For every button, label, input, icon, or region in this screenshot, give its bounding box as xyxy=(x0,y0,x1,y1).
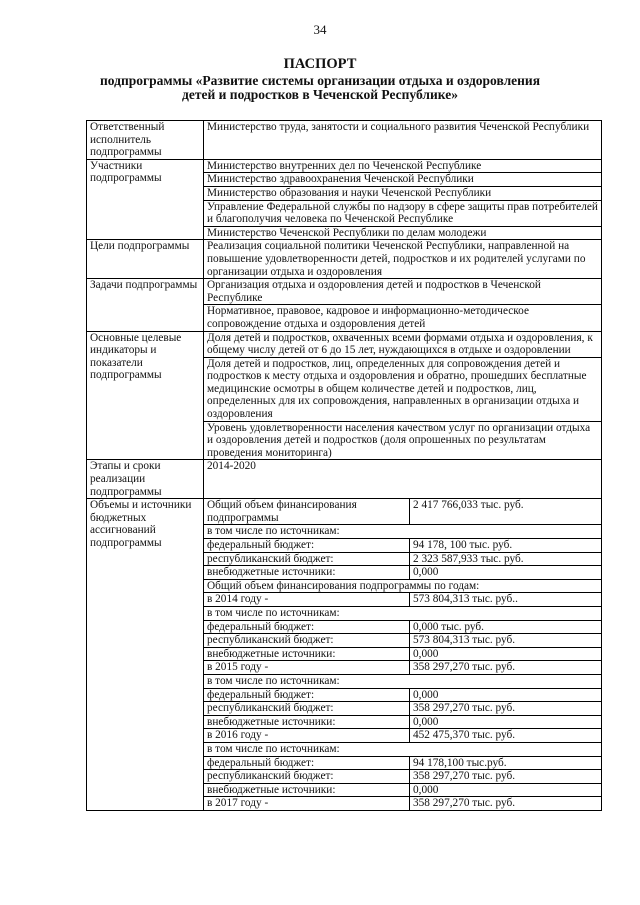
funding-item xyxy=(204,579,601,593)
funding-value: 573 804,313 тыс. руб. xyxy=(410,634,602,648)
funding-key: республиканский бюджет: xyxy=(204,552,410,566)
funding-subheading: Общий объем финансирования подпрограммы по годам: xyxy=(204,579,601,593)
passport-row xyxy=(87,460,602,499)
row-content xyxy=(204,240,602,279)
row-entry: Нормативное, правовое, кадровое и информационно-методическое сопровождение отдыха и оздоровления детей xyxy=(207,305,529,330)
funding-value: 94 178, 100 тыс. руб. xyxy=(410,539,602,553)
row-label: Ответственный исполнитель подпрограммы xyxy=(87,121,204,160)
funding-value: 2 323 587,933 тыс. руб. xyxy=(410,552,602,566)
funding-key: внебюджетные источники: xyxy=(204,647,410,661)
funding-value: 358 297,270 тыс. руб. xyxy=(410,702,602,716)
page-number: 34 xyxy=(313,22,327,37)
row-entry: Министерство внутренних дел по Чеченской Республике xyxy=(204,160,601,174)
row-entry: Уровень удовлетворенности населения качеством услуг по организации отдыха и оздоровления детей и подростков (доля опрошенных по результатам проведения мониторинга) xyxy=(207,421,591,459)
passport-row xyxy=(87,279,602,331)
document-title: ПАСПОРТ xyxy=(283,56,357,72)
funding-item xyxy=(204,770,601,784)
funding-value: 94 178,100 тыс.руб. xyxy=(410,756,602,770)
funding-item xyxy=(204,566,601,580)
funding-key: федеральный бюджет: xyxy=(204,756,410,770)
funding-value: 0,000 xyxy=(410,688,602,702)
passport-row xyxy=(87,240,602,279)
funding-value: 0,000 xyxy=(410,647,602,661)
funding-item xyxy=(204,661,601,675)
funding-table xyxy=(204,499,601,810)
row-entry: Министерство Чеченской Республики по делам молодежи xyxy=(207,226,487,239)
passport-row xyxy=(87,121,602,160)
funding-item xyxy=(204,715,601,729)
row-label: Цели подпрограммы xyxy=(87,240,204,279)
funding-value: 358 297,270 тыс. руб. xyxy=(413,797,516,810)
row-content xyxy=(204,121,602,160)
funding-value: 573 804,313 тыс. руб.. xyxy=(410,593,602,607)
subtitle-line: детей и подростков в Чеченской Республике» xyxy=(182,87,458,102)
funding-key: Общий объем финансирования подпрограммы xyxy=(204,499,410,525)
funding-item xyxy=(204,783,601,797)
funding-key: внебюджетные источники: xyxy=(204,566,410,580)
funding-key: в 2015 году - xyxy=(204,661,410,675)
funding-key: в 2016 году - xyxy=(204,729,410,743)
funding-item xyxy=(204,756,601,770)
funding-key: федеральный бюджет: xyxy=(204,620,410,634)
row-entry: Реализация социальной политики Чеченской Республики, направленной на повышение удовлетворенности детей, подростков и их родителей услугами по организации отдыха и оздоровления xyxy=(207,240,586,278)
funding-key: республиканский бюджет: xyxy=(204,634,410,648)
funding-item xyxy=(204,499,601,525)
funding-item xyxy=(204,620,601,634)
funding-item xyxy=(204,797,601,810)
funding-key: республиканский бюджет: xyxy=(204,770,410,784)
subtitle-line: подпрограммы «Развитие системы организации отдыха и оздоровления xyxy=(99,73,540,88)
funding-key: в 2017 году - xyxy=(204,797,410,810)
row-entry: Управление Федеральной службы по надзору в сфере защиты прав потребителей и благополучия человека по Чеченской Республике xyxy=(204,201,601,227)
funding-item xyxy=(204,593,601,607)
funding-value: 0,000 xyxy=(410,566,602,580)
passport-row xyxy=(87,331,602,460)
passport-table xyxy=(86,120,602,811)
passport-body xyxy=(87,121,602,811)
funding-value: 0,000 xyxy=(410,715,602,729)
document-subtitle xyxy=(40,74,600,102)
funding-label: Объемы и источники бюджетных ассигнований подпрограммы xyxy=(87,499,204,811)
funding-item xyxy=(204,742,601,756)
funding-item xyxy=(204,688,601,702)
funding-value: 2 417 766,033 тыс. руб. xyxy=(410,499,602,525)
funding-value: 0,000 xyxy=(410,783,602,797)
funding-key: внебюджетные источники: xyxy=(204,715,410,729)
row-content xyxy=(204,460,602,499)
row-entry: Министерство образования и науки Чеченской Республики xyxy=(204,187,601,201)
row-label: Основные целевые индикаторы и показатели подпрограммы xyxy=(87,331,204,460)
row-entry: 2014-2020 xyxy=(207,460,256,473)
row-entry: Организация отдыха и оздоровления детей и подростков в Чеченской Республике xyxy=(204,279,601,305)
row-content xyxy=(204,331,602,460)
row-entry: Доля детей и подростков, охваченных всеми формами отдыха и оздоровления, к общему числу детей от 6 до 15 лет, нуждающихся в отдыхе и оздоровлении xyxy=(204,332,601,358)
funding-item xyxy=(204,702,601,716)
funding-value: 452 475,370 тыс. руб. xyxy=(410,729,602,743)
funding-item xyxy=(204,647,601,661)
funding-item xyxy=(204,606,601,620)
funding-item xyxy=(204,552,601,566)
funding-row xyxy=(87,499,602,811)
funding-subheading: в том числе по источникам: xyxy=(204,674,601,688)
funding-subheading: в том числе по источникам: xyxy=(204,525,601,539)
row-entry: Министерство здравоохранения Чеченской Республики xyxy=(204,173,601,187)
funding-content xyxy=(204,499,602,811)
funding-item xyxy=(204,634,601,648)
funding-item xyxy=(204,525,601,539)
row-entry: Доля детей и подростков, лиц, определенных для сопровождения детей и подростков к месту отдыха и оздоровления и обратно, прошедших бесплатные медицинские осмотры в общем количестве детей и подростков, лиц, определенных для их сопровождения, направленных в организации отдыха и оздоровления xyxy=(204,358,601,422)
row-label: Участники подпрограммы xyxy=(87,159,204,240)
funding-key: федеральный бюджет: xyxy=(204,688,410,702)
funding-key: федеральный бюджет: xyxy=(204,539,410,553)
funding-value: 358 297,270 тыс. руб. xyxy=(410,770,602,784)
passport-row xyxy=(87,159,602,240)
funding-key: внебюджетные источники: xyxy=(204,783,410,797)
funding-item xyxy=(204,729,601,743)
row-label: Задачи подпрограммы xyxy=(87,279,204,331)
funding-subheading: в том числе по источникам: xyxy=(204,742,601,756)
funding-subheading: в том числе по источникам: xyxy=(204,606,601,620)
funding-value: 358 297,270 тыс. руб. xyxy=(410,661,602,675)
funding-key: республиканский бюджет: xyxy=(204,702,410,716)
row-content xyxy=(204,279,602,331)
row-content xyxy=(204,159,602,240)
row-entry: Министерство труда, занятости и социального развития Чеченской Республики xyxy=(207,121,590,133)
funding-key: в 2014 году - xyxy=(204,593,410,607)
funding-item xyxy=(204,539,601,553)
funding-value: 0,000 тыс. руб. xyxy=(410,620,602,634)
funding-item xyxy=(204,674,601,688)
row-label: Этапы и сроки реализации подпрограммы xyxy=(87,460,204,499)
